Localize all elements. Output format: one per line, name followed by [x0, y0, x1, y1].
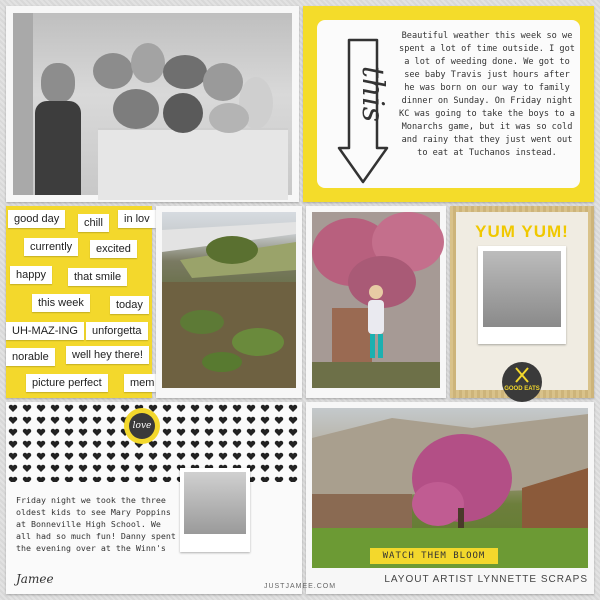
girl-body: [35, 101, 81, 195]
signature-logo: Jamee: [16, 572, 54, 586]
word-label: today: [110, 296, 149, 314]
love-badge: [124, 408, 160, 444]
word-label: in lov: [118, 210, 156, 228]
site-credit: JUSTJAMEE.COM: [263, 583, 337, 590]
word-label: currently: [24, 238, 78, 256]
food-photo: [483, 251, 561, 327]
bloom-banner: WATCH THEM BLOOM: [370, 548, 498, 564]
toy: [163, 93, 203, 133]
journal-text-top: Beautiful weather this week so we spent a lot of time outside. I got a lot of weeding done. We got to see baby Travis just hours after he was born on our way to family dinner on Sunday. On Friday night KC was going to take the boys to a Monarchs game, but it was so cold and rainy that they just went out to eat at Tuchanos instead.: [399, 31, 575, 158]
yum-card: [450, 206, 594, 398]
garden-photo: [162, 212, 296, 388]
arrow-down-icon: [337, 36, 389, 186]
toy: [209, 103, 249, 133]
toy: [163, 55, 207, 89]
tree-girl-photo: [312, 212, 440, 388]
journal-panel: [317, 20, 580, 188]
journal-text-bottom: Friday night we took the three oldest kids to see Mary Poppins at Bonneville High School. We all had so much fun! Danny spent the evening over at the Winn's: [16, 495, 176, 553]
food-polaroid: [478, 246, 566, 344]
toy: [113, 89, 159, 129]
word-label: norable: [6, 348, 55, 366]
word-label: happy: [10, 266, 52, 284]
play-photo: [184, 472, 246, 534]
word-label: chill: [78, 214, 109, 232]
tree-girl-photo-card: [306, 206, 446, 398]
toy: [131, 43, 165, 83]
girl-head: [41, 63, 75, 103]
toys-photo-card: [6, 6, 299, 202]
journal-card-bottom: [6, 402, 302, 594]
journal-card-top: [303, 6, 594, 202]
word-label: good day: [8, 210, 65, 228]
blossom-scene: [312, 212, 440, 388]
word-label: mem: [124, 374, 160, 392]
good-eats-badge: [502, 362, 542, 402]
word-label: this week: [32, 294, 90, 312]
wall-edge: [13, 13, 33, 195]
good-eats-text: GOOD EATS: [504, 386, 540, 392]
bloom-scene: [312, 408, 588, 568]
toys-photo: [13, 13, 292, 195]
garden-photo-card: [156, 206, 302, 398]
fork-knife-icon: [502, 362, 542, 384]
word-label: unforgetta: [86, 322, 148, 340]
arrow-word: this: [355, 65, 390, 123]
garden-scene: [162, 212, 296, 388]
toy-shelf: [98, 128, 288, 200]
word-label: that smile: [68, 268, 127, 286]
yum-title: YUM YUM!: [475, 222, 569, 241]
word-label: picture perfect: [26, 374, 108, 392]
word-label: well hey there!: [66, 346, 149, 364]
love-label: love: [129, 413, 155, 439]
word-label: excited: [90, 240, 137, 258]
play-polaroid: [180, 468, 250, 552]
bloom-photo: [312, 408, 588, 568]
word-labels-card: [6, 206, 155, 398]
toy: [203, 63, 243, 101]
layout-artist-credit: LAYOUT ARTIST LYNNETTE SCRAPS: [384, 574, 588, 585]
word-label: UH-MAZ-ING: [6, 322, 84, 340]
toy: [93, 53, 133, 89]
bloom-photo-card: [306, 402, 594, 594]
